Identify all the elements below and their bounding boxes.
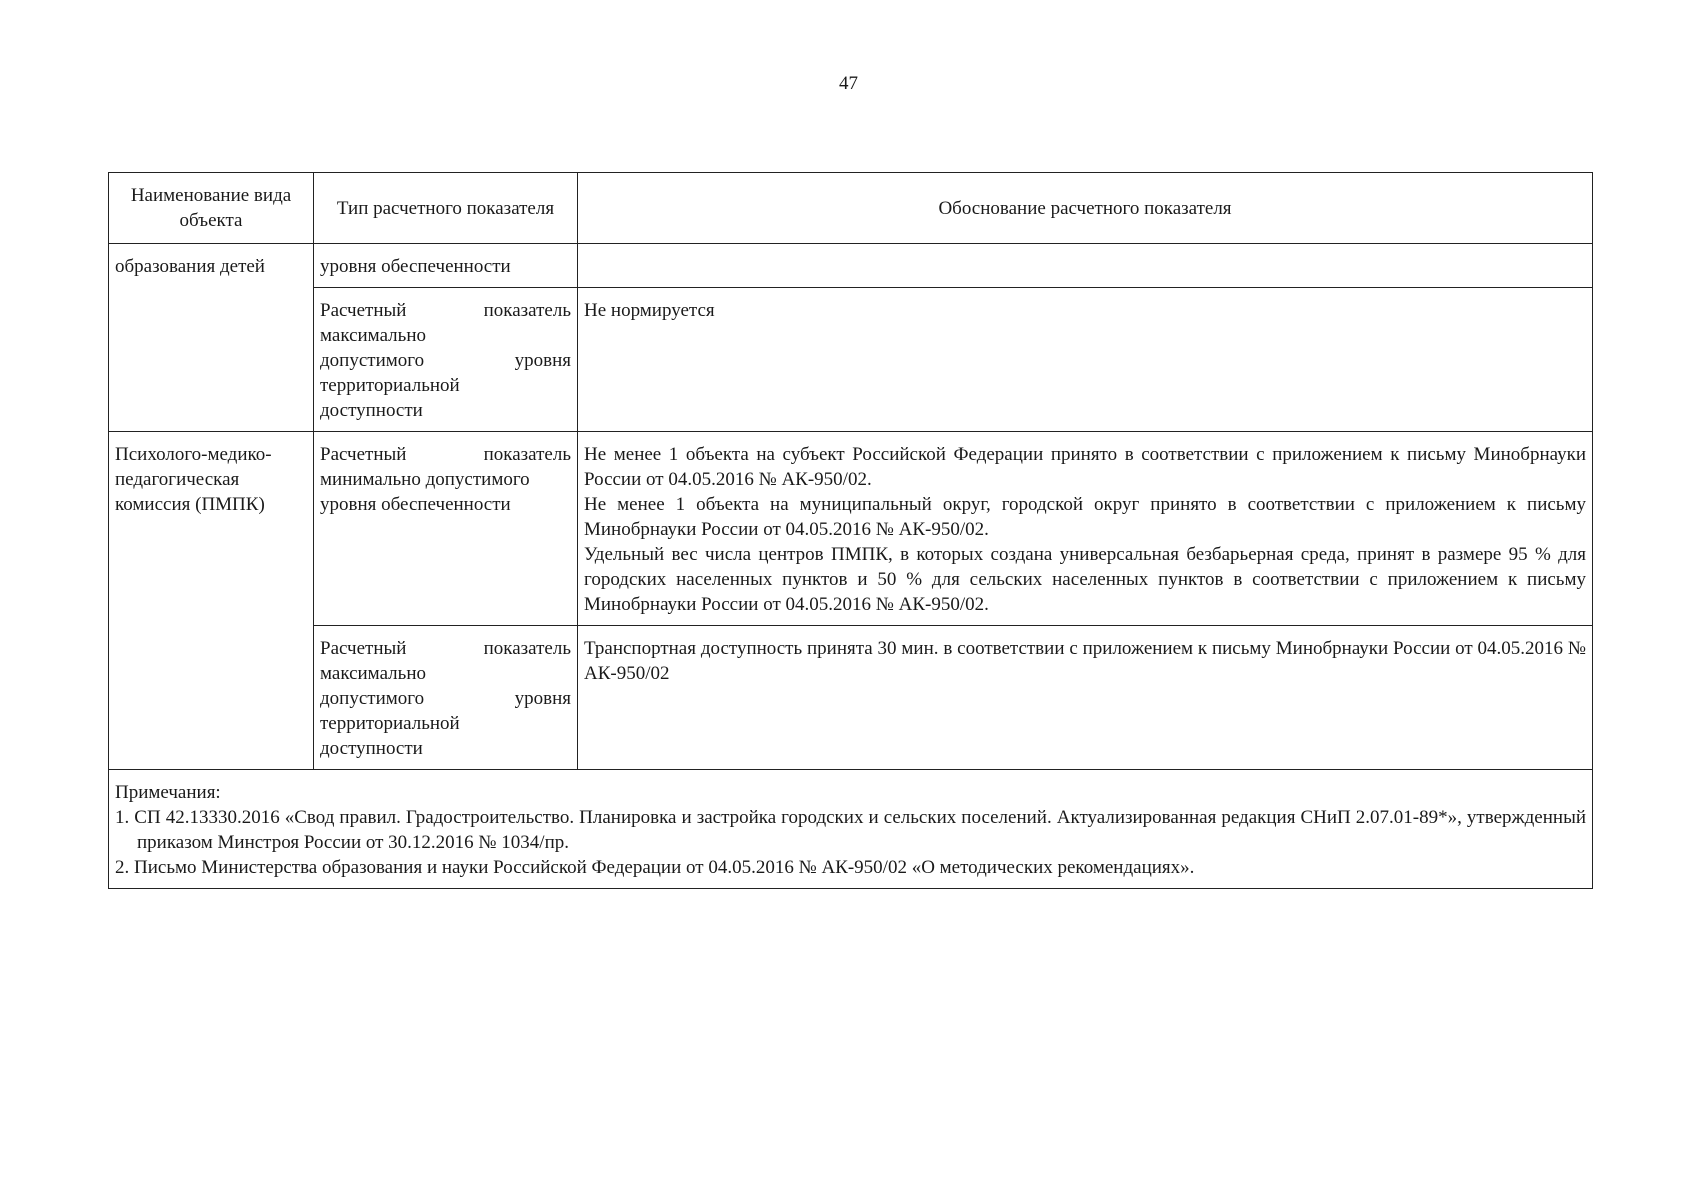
cell-indicator-type [314, 288, 578, 432]
cell-line: Расчетный показатель [320, 444, 571, 465]
notes-row [109, 770, 1593, 889]
cell-line: территориальной [320, 375, 460, 396]
header-object-name: Наименование вида объекта [109, 173, 314, 244]
table-row [109, 288, 1593, 432]
note-item: 1. СП 42.13330.2016 «Свод правил. Градостроительство. Планировка и застройка городских и сельских поселений. Актуализированная редакция СНиП 2.07.01-89*», утвержденный приказом Минстроя России от 30.12.2016 № 1034/пр. [115, 807, 1586, 853]
cell-object-name: образования детей [109, 244, 314, 432]
cell-indicator-type [314, 244, 578, 288]
cell-line: территориальной [320, 713, 460, 734]
cell-line: допустимого уровня [320, 688, 571, 709]
table-row [109, 626, 1593, 770]
cell-justification [578, 432, 1593, 626]
cell-line: Расчетный показатель [320, 300, 571, 321]
justification-paragraph: Транспортная доступность принята 30 мин. в соответствии с приложением к письму Минобрнауки России от 04.05.2016 № АК-950/02 [584, 638, 1586, 684]
cell-justification [578, 626, 1593, 770]
note-item: 2. Письмо Министерства образования и науки Российской Федерации от 04.05.2016 № АК-950/02 «О методических рекомендациях». [115, 857, 1195, 878]
justification-paragraph: Не менее 1 объекта на муниципальный округ, городской округ принято в соответствии с приложением к письму Минобрнауки России от 04.05.2016 № АК-950/02. [584, 494, 1586, 540]
notes-title: Примечания: [115, 782, 221, 803]
cell-line: максимально [320, 325, 426, 346]
cell-line: уровня обеспеченности [320, 494, 511, 515]
cell-line: минимально допустимого [320, 469, 530, 490]
cell-line: допустимого уровня [320, 350, 571, 371]
page-number: 47 [839, 73, 858, 94]
justification-paragraph: Не нормируется [584, 300, 715, 321]
justification-paragraph: Удельный вес числа центров ПМПК, в которых создана универсальная безбарьерная среда, принят в размере 95 % для городских населенных пунктов и 50 % для сельских населенных пунктов в соответствии с приложением к письму Минобрнауки России от 04.05.2016 № АК-950/02. [584, 544, 1586, 615]
header-justification: Обоснование расчетного показателя [578, 173, 1593, 244]
cell-line: доступности [320, 400, 423, 421]
cell-line: уровня обеспеченности [320, 256, 511, 277]
cell-justification [578, 244, 1593, 288]
cell-indicator-type [314, 626, 578, 770]
cell-indicator-type [314, 432, 578, 626]
cell-line: доступности [320, 738, 423, 759]
header-indicator-type: Тип расчетного показателя [314, 173, 578, 244]
cell-object-name: Психолого-медико-педагогическая комиссия (ПМПК) [109, 432, 314, 770]
notes-cell [109, 770, 1593, 889]
cell-line: максимально [320, 663, 426, 684]
table-row [109, 432, 1593, 626]
table-row [109, 244, 1593, 288]
cell-line: Расчетный показатель [320, 638, 571, 659]
indicator-table [108, 172, 1593, 889]
table-header-row [109, 173, 1593, 244]
justification-paragraph: Не менее 1 объекта на субъект Российской Федерации принято в соответствии с приложением к письму Минобрнауки России от 04.05.2016 № АК-950/02. [584, 444, 1586, 490]
cell-justification [578, 288, 1593, 432]
